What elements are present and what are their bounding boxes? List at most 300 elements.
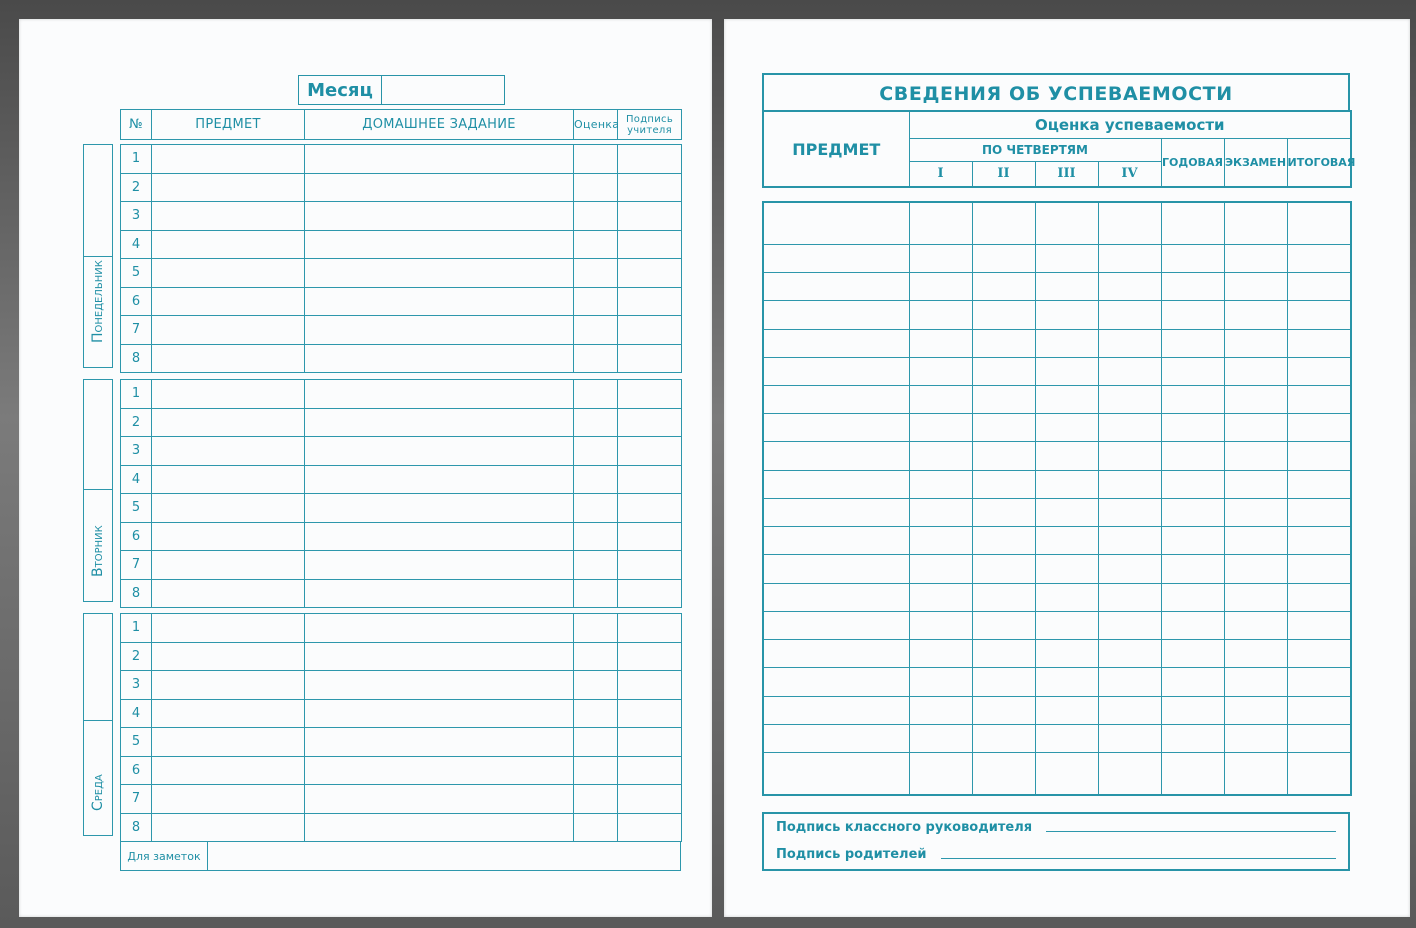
grade-cell[interactable] (574, 756, 618, 785)
grade-cell[interactable] (574, 145, 618, 174)
performance-grade-cell[interactable] (1035, 583, 1098, 611)
day-label-tuesday: Вторник (90, 525, 106, 577)
subject-cell[interactable] (152, 380, 305, 409)
performance-grade-cell[interactable] (972, 470, 1035, 498)
year-header: ГОДОВАЯ (1161, 138, 1224, 187)
performance-grade-cell[interactable] (909, 527, 972, 555)
performance-grade-cell[interactable] (1035, 357, 1098, 385)
subject-cell[interactable] (152, 522, 305, 551)
grade-cell[interactable] (574, 230, 618, 259)
performance-grade-cell[interactable] (1098, 611, 1161, 639)
sign-cell[interactable] (618, 813, 682, 842)
performance-grade-cell[interactable] (1035, 442, 1098, 470)
lesson-row (121, 145, 682, 174)
performance-grade-cell[interactable] (1224, 386, 1287, 414)
performance-grade-cell[interactable] (972, 527, 1035, 555)
performance-grade-cell[interactable] (1287, 527, 1351, 555)
performance-grade-cell[interactable] (1098, 555, 1161, 583)
performance-grade-cell[interactable] (1035, 498, 1098, 526)
sign-cell[interactable] (618, 642, 682, 671)
sign-cell[interactable] (618, 728, 682, 757)
performance-grade-cell[interactable] (1224, 357, 1287, 385)
performance-grade-cell[interactable] (972, 640, 1035, 668)
subject-cell[interactable] (152, 813, 305, 842)
sign-cell[interactable] (618, 408, 682, 437)
homework-cell[interactable] (305, 614, 574, 643)
performance-grade-cell[interactable] (972, 753, 1035, 795)
grade-cell[interactable] (574, 642, 618, 671)
performance-grade-cell[interactable] (1287, 640, 1351, 668)
homework-cell[interactable] (305, 437, 574, 466)
performance-grade-cell[interactable] (972, 696, 1035, 724)
performance-subject-cell[interactable] (763, 498, 909, 526)
performance-grade-cell[interactable] (1035, 640, 1098, 668)
performance-grade-cell[interactable] (909, 696, 972, 724)
performance-grade-cell[interactable] (972, 583, 1035, 611)
performance-subject-cell[interactable] (763, 244, 909, 272)
grade-cell[interactable] (574, 173, 618, 202)
performance-grade-cell[interactable] (1035, 329, 1098, 357)
performance-grade-cell[interactable] (1035, 273, 1098, 301)
performance-grade-cell[interactable] (909, 724, 972, 752)
performance-grade-cell[interactable] (972, 611, 1035, 639)
performance-grade-cell[interactable] (909, 583, 972, 611)
sign-cell[interactable] (618, 465, 682, 494)
performance-grade-cell[interactable] (909, 470, 972, 498)
subject-cell[interactable] (152, 699, 305, 728)
lesson-row (121, 551, 682, 580)
performance-grade-cell[interactable] (909, 640, 972, 668)
homework-cell[interactable] (305, 408, 574, 437)
sign-cell[interactable] (618, 671, 682, 700)
performance-grade-cell[interactable] (909, 414, 972, 442)
subject-cell[interactable] (152, 494, 305, 523)
performance-grade-cell[interactable] (1287, 386, 1351, 414)
performance-grade-cell[interactable] (1098, 414, 1161, 442)
notes-label: Для заметок (121, 842, 208, 870)
performance-grade-cell[interactable] (1161, 202, 1224, 244)
subject-cell[interactable] (152, 579, 305, 608)
performance-grade-cell[interactable] (1224, 696, 1287, 724)
lesson-row (121, 259, 682, 288)
performance-grade-cell[interactable] (1035, 668, 1098, 696)
grade-cell[interactable] (574, 551, 618, 580)
performance-subject-cell[interactable] (763, 753, 909, 795)
lesson-row (121, 173, 682, 202)
month-field[interactable] (298, 75, 505, 105)
performance-grade-cell[interactable] (909, 753, 972, 795)
performance-subject-cell[interactable] (763, 301, 909, 329)
performance-row (763, 386, 1351, 414)
homework-cell[interactable] (305, 813, 574, 842)
performance-grade-cell[interactable] (1098, 753, 1161, 795)
performance-grade-cell[interactable] (1287, 668, 1351, 696)
grade-cell[interactable] (574, 813, 618, 842)
grade-cell[interactable] (574, 259, 618, 288)
performance-grade-cell[interactable] (972, 273, 1035, 301)
performance-subject-cell[interactable] (763, 329, 909, 357)
homework-cell[interactable] (305, 465, 574, 494)
performance-grade-cell[interactable] (1287, 414, 1351, 442)
grade-cell[interactable] (574, 316, 618, 345)
subject-cell[interactable] (152, 465, 305, 494)
homework-cell[interactable] (305, 728, 574, 757)
subject-cell[interactable] (152, 785, 305, 814)
subject-cell[interactable] (152, 230, 305, 259)
parents-signature-line[interactable] (941, 857, 1337, 859)
col-homework-header: ДОМАШНЕЕ ЗАДАНИЕ (305, 110, 574, 140)
performance-grade-cell[interactable] (1287, 357, 1351, 385)
performance-grade-cell[interactable] (1224, 668, 1287, 696)
subject-cell[interactable] (152, 614, 305, 643)
performance-grade-cell[interactable] (1287, 696, 1351, 724)
grade-cell[interactable] (574, 494, 618, 523)
grade-cell[interactable] (574, 437, 618, 466)
subject-cell[interactable] (152, 408, 305, 437)
performance-grade-cell[interactable] (1224, 583, 1287, 611)
notes-input[interactable] (208, 842, 680, 870)
performance-grade-cell[interactable] (1098, 498, 1161, 526)
grade-cell[interactable] (574, 785, 618, 814)
performance-grade-cell[interactable] (1098, 386, 1161, 414)
lesson-number: 6 (121, 287, 152, 316)
performance-grade-cell[interactable] (1287, 202, 1351, 244)
homework-cell[interactable] (305, 551, 574, 580)
performance-grade-cell[interactable] (1161, 724, 1224, 752)
sign-cell[interactable] (618, 437, 682, 466)
grade-cell[interactable] (574, 671, 618, 700)
performance-row (763, 527, 1351, 555)
performance-grade-cell[interactable] (1224, 640, 1287, 668)
lesson-number: 4 (121, 699, 152, 728)
performance-grade-cell[interactable] (1161, 498, 1224, 526)
performance-grade-cell[interactable] (1287, 470, 1351, 498)
performance-grade-cell[interactable] (1287, 724, 1351, 752)
performance-grade-cell[interactable] (1098, 357, 1161, 385)
subject-cell[interactable] (152, 671, 305, 700)
subject-cell[interactable] (152, 202, 305, 231)
performance-grade-cell[interactable] (1161, 753, 1224, 795)
performance-grade-cell[interactable] (909, 357, 972, 385)
grade-cell[interactable] (574, 465, 618, 494)
performance-grade-cell[interactable] (1161, 244, 1224, 272)
subject-cell[interactable] (152, 259, 305, 288)
teacher-signature-line[interactable] (1046, 830, 1336, 832)
performance-grade-cell[interactable] (909, 668, 972, 696)
lesson-number: 7 (121, 785, 152, 814)
performance-subject-cell[interactable] (763, 386, 909, 414)
grade-cell[interactable] (574, 699, 618, 728)
grade-cell[interactable] (574, 614, 618, 643)
performance-subject-cell[interactable] (763, 357, 909, 385)
performance-grade-cell[interactable] (1035, 753, 1098, 795)
lesson-number: 6 (121, 522, 152, 551)
performance-subject-cell[interactable] (763, 527, 909, 555)
performance-grade-cell[interactable] (1224, 498, 1287, 526)
performance-grade-cell[interactable] (909, 202, 972, 244)
performance-grade-cell[interactable] (1098, 301, 1161, 329)
sign-cell[interactable] (618, 699, 682, 728)
performance-grade-cell[interactable] (1035, 386, 1098, 414)
performance-grade-cell[interactable] (1161, 696, 1224, 724)
sign-cell[interactable] (618, 551, 682, 580)
lesson-number: 8 (121, 813, 152, 842)
performance-row (763, 696, 1351, 724)
performance-grade-cell[interactable] (972, 724, 1035, 752)
performance-grade-cell[interactable] (972, 442, 1035, 470)
performance-subject-cell[interactable] (763, 696, 909, 724)
sign-cell[interactable] (618, 522, 682, 551)
performance-subject-cell[interactable] (763, 555, 909, 583)
sign-cell[interactable] (618, 173, 682, 202)
performance-subject-cell[interactable] (763, 202, 909, 244)
lesson-row (121, 614, 682, 643)
sign-cell[interactable] (618, 785, 682, 814)
homework-cell[interactable] (305, 145, 574, 174)
homework-cell[interactable] (305, 259, 574, 288)
performance-grade-cell[interactable] (909, 244, 972, 272)
homework-cell[interactable] (305, 344, 574, 373)
performance-grade-cell[interactable] (1287, 329, 1351, 357)
performance-grade-cell[interactable] (909, 273, 972, 301)
performance-grade-cell[interactable] (1161, 329, 1224, 357)
homework-cell[interactable] (305, 756, 574, 785)
performance-subject-cell[interactable] (763, 724, 909, 752)
sign-cell[interactable] (618, 344, 682, 373)
performance-grade-cell[interactable] (1224, 470, 1287, 498)
sign-cell[interactable] (618, 202, 682, 231)
performance-grade-cell[interactable] (972, 555, 1035, 583)
homework-cell[interactable] (305, 380, 574, 409)
performance-grade-cell[interactable] (1287, 753, 1351, 795)
performance-grade-cell[interactable] (1035, 724, 1098, 752)
performance-grade-cell[interactable] (1287, 273, 1351, 301)
subject-cell[interactable] (152, 756, 305, 785)
performance-grade-cell[interactable] (972, 301, 1035, 329)
grade-cell[interactable] (574, 408, 618, 437)
performance-grade-cell[interactable] (909, 498, 972, 526)
homework-cell[interactable] (305, 173, 574, 202)
performance-grade-cell[interactable] (1161, 301, 1224, 329)
performance-grade-cell[interactable] (1161, 583, 1224, 611)
grade-cell[interactable] (574, 579, 618, 608)
sign-cell[interactable] (618, 287, 682, 316)
homework-cell[interactable] (305, 671, 574, 700)
performance-grade-cell[interactable] (1224, 329, 1287, 357)
performance-grade-cell[interactable] (1035, 527, 1098, 555)
homework-cell[interactable] (305, 287, 574, 316)
performance-grade-cell[interactable] (1035, 244, 1098, 272)
performance-grade-cell[interactable] (1098, 244, 1161, 272)
sign-cell[interactable] (618, 494, 682, 523)
performance-grade-cell[interactable] (1161, 668, 1224, 696)
performance-grade-cell[interactable] (1287, 442, 1351, 470)
performance-grade-cell[interactable] (1161, 386, 1224, 414)
sign-cell[interactable] (618, 316, 682, 345)
subject-cell[interactable] (152, 728, 305, 757)
performance-grade-cell[interactable] (1035, 202, 1098, 244)
performance-title: СВЕДЕНИЯ ОБ УСПЕВАЕМОСТИ (762, 73, 1350, 112)
lesson-row (121, 522, 682, 551)
lesson-number: 3 (121, 437, 152, 466)
performance-subject-cell[interactable] (763, 414, 909, 442)
day-label-box-tuesday (83, 379, 113, 602)
homework-cell[interactable] (305, 494, 574, 523)
performance-grade-cell[interactable] (1224, 414, 1287, 442)
performance-grade-cell[interactable] (1287, 301, 1351, 329)
parents-signature-row[interactable] (776, 847, 1336, 862)
performance-row (763, 724, 1351, 752)
performance-grade-cell[interactable] (1224, 611, 1287, 639)
performance-grade-cell[interactable] (972, 498, 1035, 526)
performance-subject-cell[interactable] (763, 273, 909, 301)
performance-grade-cell[interactable] (972, 329, 1035, 357)
performance-grade-cell[interactable] (1098, 442, 1161, 470)
homework-cell[interactable] (305, 699, 574, 728)
notes-field[interactable] (120, 841, 681, 871)
performance-grade-cell[interactable] (1161, 470, 1224, 498)
performance-grade-cell[interactable] (909, 301, 972, 329)
grade-cell[interactable] (574, 380, 618, 409)
performance-grade-cell[interactable] (1287, 555, 1351, 583)
performance-grade-cell[interactable] (1224, 301, 1287, 329)
performance-grade-cell[interactable] (1161, 527, 1224, 555)
subject-cell[interactable] (152, 551, 305, 580)
homework-cell[interactable] (305, 785, 574, 814)
performance-grade-cell[interactable] (1287, 498, 1351, 526)
performance-grade-cell[interactable] (1287, 244, 1351, 272)
performance-grade-cell[interactable] (1035, 611, 1098, 639)
performance-grade-cell[interactable] (1098, 527, 1161, 555)
performance-grade-cell[interactable] (1098, 202, 1161, 244)
subject-cell[interactable] (152, 642, 305, 671)
performance-grade-cell[interactable] (972, 202, 1035, 244)
lesson-row (121, 408, 682, 437)
performance-grade-cell[interactable] (972, 668, 1035, 696)
performance-grade-cell[interactable] (1224, 202, 1287, 244)
subject-header: ПРЕДМЕТ (763, 111, 909, 187)
performance-grade-cell[interactable] (972, 357, 1035, 385)
performance-grade-cell[interactable] (1224, 555, 1287, 583)
homework-cell[interactable] (305, 230, 574, 259)
subject-cell[interactable] (152, 316, 305, 345)
performance-grade-cell[interactable] (1035, 555, 1098, 583)
performance-grade-cell[interactable] (1161, 357, 1224, 385)
lesson-number: 4 (121, 230, 152, 259)
performance-grade-cell[interactable] (1224, 244, 1287, 272)
grade-cell[interactable] (574, 344, 618, 373)
lesson-row (121, 813, 682, 842)
performance-grade-cell[interactable] (972, 414, 1035, 442)
sign-cell[interactable] (618, 614, 682, 643)
performance-subject-cell[interactable] (763, 668, 909, 696)
performance-grade-cell[interactable] (1035, 301, 1098, 329)
col-teacher-sign-header: Подпись учителя (618, 110, 682, 140)
performance-grade-cell[interactable] (972, 386, 1035, 414)
sign-cell[interactable] (618, 579, 682, 608)
performance-grade-cell[interactable] (909, 611, 972, 639)
performance-grade-cell[interactable] (1035, 470, 1098, 498)
performance-grade-cell[interactable] (909, 329, 972, 357)
performance-grade-cell[interactable] (1098, 724, 1161, 752)
homework-cell[interactable] (305, 316, 574, 345)
performance-grade-cell[interactable] (1098, 273, 1161, 301)
sign-cell[interactable] (618, 756, 682, 785)
performance-grade-cell[interactable] (1161, 442, 1224, 470)
subject-cell[interactable] (152, 173, 305, 202)
teacher-signature-label: Подпись классного руководителя (776, 820, 1033, 835)
subject-cell[interactable] (152, 344, 305, 373)
grade-cell[interactable] (574, 202, 618, 231)
subject-cell[interactable] (152, 145, 305, 174)
performance-subject-cell[interactable] (763, 611, 909, 639)
subject-cell[interactable] (152, 437, 305, 466)
performance-grade-cell[interactable] (1224, 273, 1287, 301)
performance-grade-cell[interactable] (1224, 442, 1287, 470)
performance-grade-cell[interactable] (1098, 640, 1161, 668)
performance-grade-cell[interactable] (1035, 696, 1098, 724)
performance-grade-cell[interactable] (1287, 583, 1351, 611)
grade-cell[interactable] (574, 522, 618, 551)
performance-grade-cell[interactable] (1098, 696, 1161, 724)
performance-grade-cell[interactable] (1224, 527, 1287, 555)
homework-cell[interactable] (305, 202, 574, 231)
performance-grade-cell[interactable] (1161, 414, 1224, 442)
performance-grade-cell[interactable] (1161, 611, 1224, 639)
performance-subject-cell[interactable] (763, 640, 909, 668)
performance-grade-cell[interactable] (1098, 329, 1161, 357)
grade-cell[interactable] (574, 287, 618, 316)
performance-grade-cell[interactable] (1035, 414, 1098, 442)
month-value[interactable] (382, 76, 504, 104)
homework-cell[interactable] (305, 579, 574, 608)
performance-subject-cell[interactable] (763, 442, 909, 470)
homework-cell[interactable] (305, 642, 574, 671)
performance-subject-cell[interactable] (763, 583, 909, 611)
performance-grade-cell[interactable] (1161, 273, 1224, 301)
grade-cell[interactable] (574, 728, 618, 757)
lesson-number: 2 (121, 408, 152, 437)
performance-subject-cell[interactable] (763, 470, 909, 498)
performance-grade-cell[interactable] (1098, 470, 1161, 498)
performance-grade-cell[interactable] (909, 442, 972, 470)
sign-cell[interactable] (618, 380, 682, 409)
lesson-row (121, 380, 682, 409)
sign-cell[interactable] (618, 145, 682, 174)
performance-grid (762, 201, 1352, 796)
performance-row (763, 668, 1351, 696)
performance-grade-cell[interactable] (972, 244, 1035, 272)
lesson-row (121, 785, 682, 814)
teacher-signature-row[interactable] (776, 820, 1336, 835)
lesson-number: 3 (121, 671, 152, 700)
parents-signature-label: Подпись родителей (776, 847, 927, 862)
subject-cell[interactable] (152, 287, 305, 316)
performance-grade-cell[interactable] (909, 555, 972, 583)
performance-grade-cell[interactable] (1161, 555, 1224, 583)
performance-grade-cell[interactable] (1161, 640, 1224, 668)
sign-cell[interactable] (618, 230, 682, 259)
performance-grade-cell[interactable] (1224, 753, 1287, 795)
sign-cell[interactable] (618, 259, 682, 288)
performance-grade-cell[interactable] (1287, 611, 1351, 639)
lesson-number: 1 (121, 145, 152, 174)
performance-grade-cell[interactable] (1098, 668, 1161, 696)
performance-grade-cell[interactable] (1098, 583, 1161, 611)
performance-grade-cell[interactable] (909, 386, 972, 414)
homework-cell[interactable] (305, 522, 574, 551)
performance-grade-cell[interactable] (1224, 724, 1287, 752)
